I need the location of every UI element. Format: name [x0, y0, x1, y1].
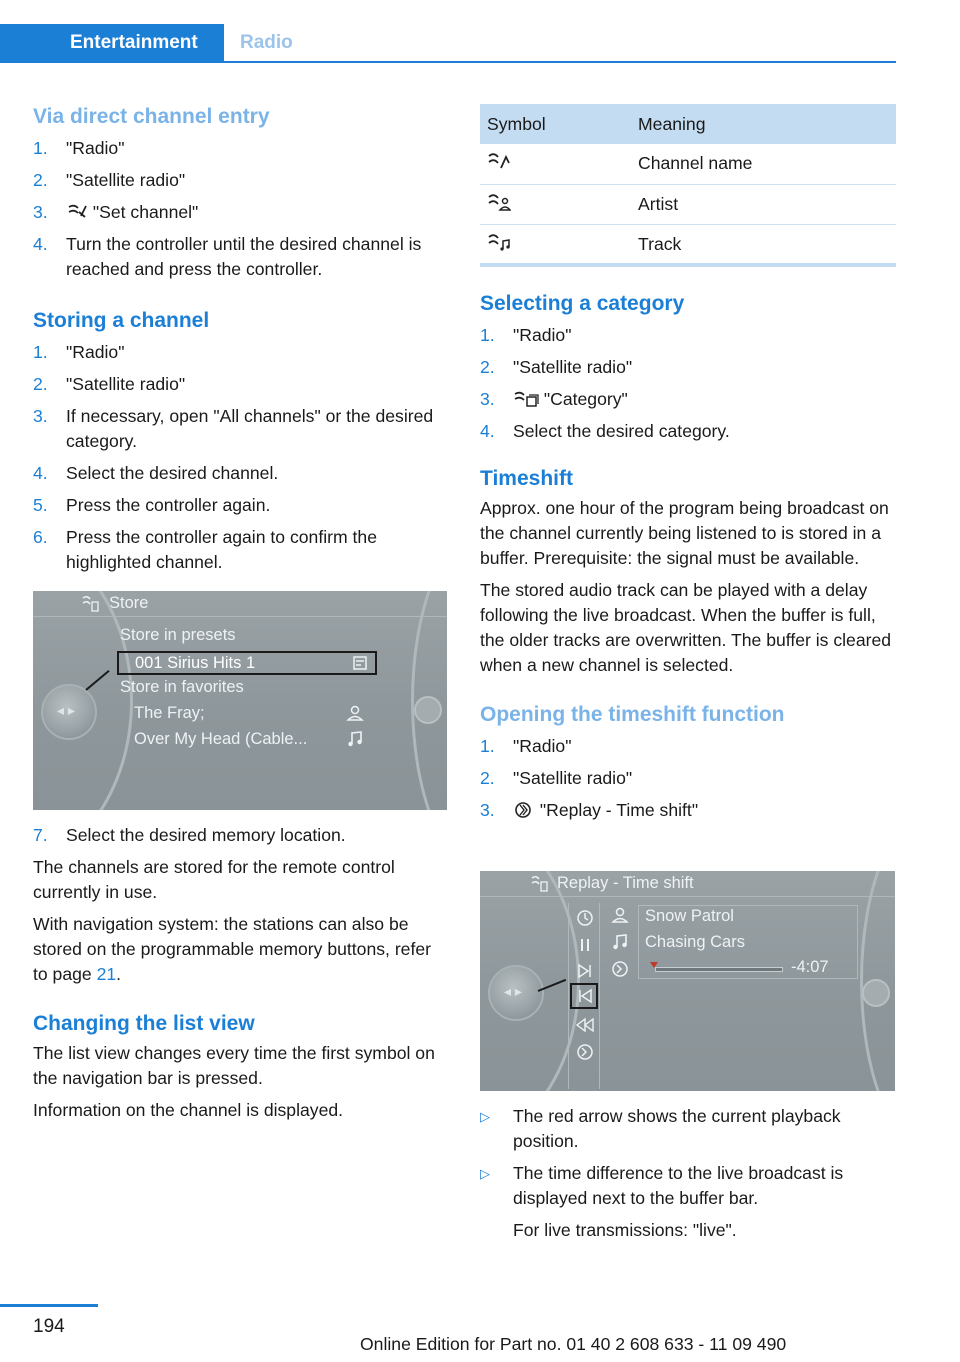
- section-notes: [480, 1104, 896, 1243]
- paragraph: The list view changes every time the first symbol on the navigation bar is pressed.: [33, 1043, 435, 1088]
- screen-title: Store: [109, 594, 149, 612]
- meaning-cell: Channel name: [631, 144, 896, 184]
- list-item: 4. Select the desired channel.: [33, 463, 279, 483]
- pause-icon[interactable]: [577, 937, 593, 953]
- store-screen: [33, 591, 447, 810]
- category-steps: [480, 323, 896, 444]
- meaning-cell: Artist: [631, 184, 896, 224]
- heading-category: Selecting a category: [480, 292, 685, 315]
- time-difference: -4:07: [791, 958, 829, 976]
- track-text: Chasing Cars: [645, 933, 745, 951]
- list-item: 3. "Replay - Time shift": [480, 800, 699, 820]
- track-icon: [346, 730, 364, 748]
- list-item: 1. "Radio": [480, 736, 572, 756]
- playback-position-marker: [650, 962, 658, 968]
- list-item: 4. Turn the controller until the desired channel is reached and press the controller.: [33, 234, 422, 279]
- list-item: 1. "Radio": [33, 342, 125, 362]
- list-item: 7. Select the desired memory location.: [33, 825, 346, 845]
- list-item: 3. "Category": [480, 389, 628, 409]
- store-in-presets[interactable]: Store in presets: [120, 626, 236, 644]
- set-channel-icon: [66, 203, 88, 221]
- section-direct-entry: [33, 104, 449, 289]
- table-row: [480, 224, 896, 264]
- skip-back-icon: [576, 988, 594, 1004]
- option-button[interactable]: [862, 979, 890, 1007]
- section-storing: [33, 308, 449, 582]
- heading-list-view: Changing the list view: [33, 1012, 255, 1035]
- artist-icon: [487, 192, 511, 212]
- timeshift-icon: [611, 960, 629, 978]
- timeshift-clock-icon[interactable]: [576, 909, 594, 927]
- triangle-bullet-icon: ▷: [480, 1109, 490, 1124]
- list-item: 3. If necessary, open "All channels" or the desired category.: [33, 406, 434, 451]
- heading-storing: Storing a channel: [33, 309, 210, 332]
- section-category: [480, 291, 896, 830]
- screen-title: Replay - Time shift: [557, 874, 694, 892]
- direct-entry-steps: [33, 136, 449, 282]
- footer-rule: [0, 1304, 98, 1307]
- storing-steps: [33, 340, 449, 575]
- paragraph: Approx. one hour of the program being broadcast on the channel currently being listened to is stored in a buffer. Prerequisite: the signal must be available.: [480, 498, 889, 568]
- list-item: 3. "Set channel": [33, 202, 199, 222]
- paragraph: With navigation system: the stations can also be stored on the programmable memory buttons, refer to page 21.: [33, 914, 431, 984]
- rewind-icon[interactable]: [575, 1017, 595, 1033]
- triangle-bullet-icon: ▷: [480, 1166, 490, 1181]
- page-link[interactable]: 21: [96, 964, 117, 984]
- timeshift-screen: [480, 871, 895, 1091]
- track-icon: [611, 933, 629, 951]
- list-item: 1. "Radio": [33, 138, 125, 158]
- controller-knob[interactable]: ◂ ▸: [41, 684, 97, 740]
- channel-name-icon: [487, 151, 511, 171]
- list-item: 2. "Satellite radio": [480, 357, 633, 377]
- list-item: 1. "Radio": [480, 325, 572, 345]
- section-storing-cont: [33, 823, 449, 1123]
- page-number: 194: [33, 1316, 65, 1337]
- track-icon: [487, 232, 511, 252]
- heading-direct-entry: Via direct channel entry: [33, 105, 270, 128]
- controller-knob[interactable]: ◂ ▸: [488, 965, 544, 1021]
- artist-icon: [346, 704, 364, 722]
- column-header-meaning: Meaning: [631, 104, 896, 144]
- skip-forward-icon[interactable]: [576, 963, 594, 979]
- list-item: ▷ The red arrow shows the current playback position.: [480, 1106, 841, 1151]
- tab-entertainment[interactable]: Entertainment: [0, 24, 224, 62]
- nav-highlight[interactable]: [570, 983, 598, 1009]
- column-header-symbol: Symbol: [480, 104, 631, 144]
- notes-list: [480, 1104, 896, 1211]
- option-button[interactable]: [414, 696, 442, 724]
- table-bottom-rule: [480, 263, 896, 267]
- tab-radio[interactable]: Radio: [240, 32, 293, 53]
- paragraph: For live transmissions: "live".: [513, 1220, 737, 1240]
- list-item: 2. "Satellite radio": [33, 170, 186, 190]
- list-item: 2. "Satellite radio": [33, 374, 186, 394]
- storing-steps-cont: [33, 823, 449, 848]
- heading-opening-timeshift: Opening the timeshift function: [480, 703, 785, 726]
- table-row: [480, 144, 896, 184]
- heading-timeshift: Timeshift: [480, 467, 573, 490]
- paragraph: Information on the channel is displayed.: [33, 1100, 344, 1120]
- artist-text: Snow Patrol: [645, 907, 734, 925]
- paragraph: The stored audio track can be played with a delay following the live broadcast. When the buffer is full, the older tracks are overwritten. The buffer is cleared when a new channel is selected.: [480, 580, 892, 675]
- preset-channel: 001 Sirius Hits 1: [135, 654, 256, 672]
- meaning-cell: Track: [631, 224, 896, 264]
- opening-steps: [480, 734, 896, 823]
- edition-note: Online Edition for Part no. 01 40 2 608 633 - 11 09 490: [360, 1334, 787, 1354]
- header-rule: [0, 61, 896, 63]
- buffer-bar: [655, 967, 783, 972]
- category-icon: [513, 390, 539, 408]
- page-header: [0, 24, 896, 62]
- track-row[interactable]: Over My Head (Cable...: [134, 730, 308, 748]
- table-row: [480, 184, 896, 224]
- list-item: 4. Select the desired category.: [480, 421, 730, 441]
- list-item: 6. Press the controller again to confirm the highlighted channel.: [33, 527, 377, 572]
- symbol-table: [480, 104, 896, 265]
- list-item: ▷ The time difference to the live broadcast is displayed next to the buffer bar.: [480, 1163, 844, 1208]
- info-panel: [638, 905, 858, 979]
- artist-row[interactable]: The Fray;: [134, 704, 205, 722]
- list-item: 2. "Satellite radio": [480, 768, 633, 788]
- table-header-row: [480, 104, 896, 144]
- memory-icon: [353, 656, 367, 670]
- store-in-favorites[interactable]: Store in favorites: [120, 678, 244, 696]
- live-icon[interactable]: [576, 1043, 594, 1061]
- navigation-bar: [568, 903, 600, 1089]
- replay-icon: [513, 801, 535, 819]
- paragraph: The channels are stored for the remote control currently in use.: [33, 857, 395, 902]
- artist-icon: [611, 906, 629, 924]
- highlight-frame[interactable]: [117, 651, 377, 675]
- list-item: 5. Press the controller again.: [33, 495, 271, 515]
